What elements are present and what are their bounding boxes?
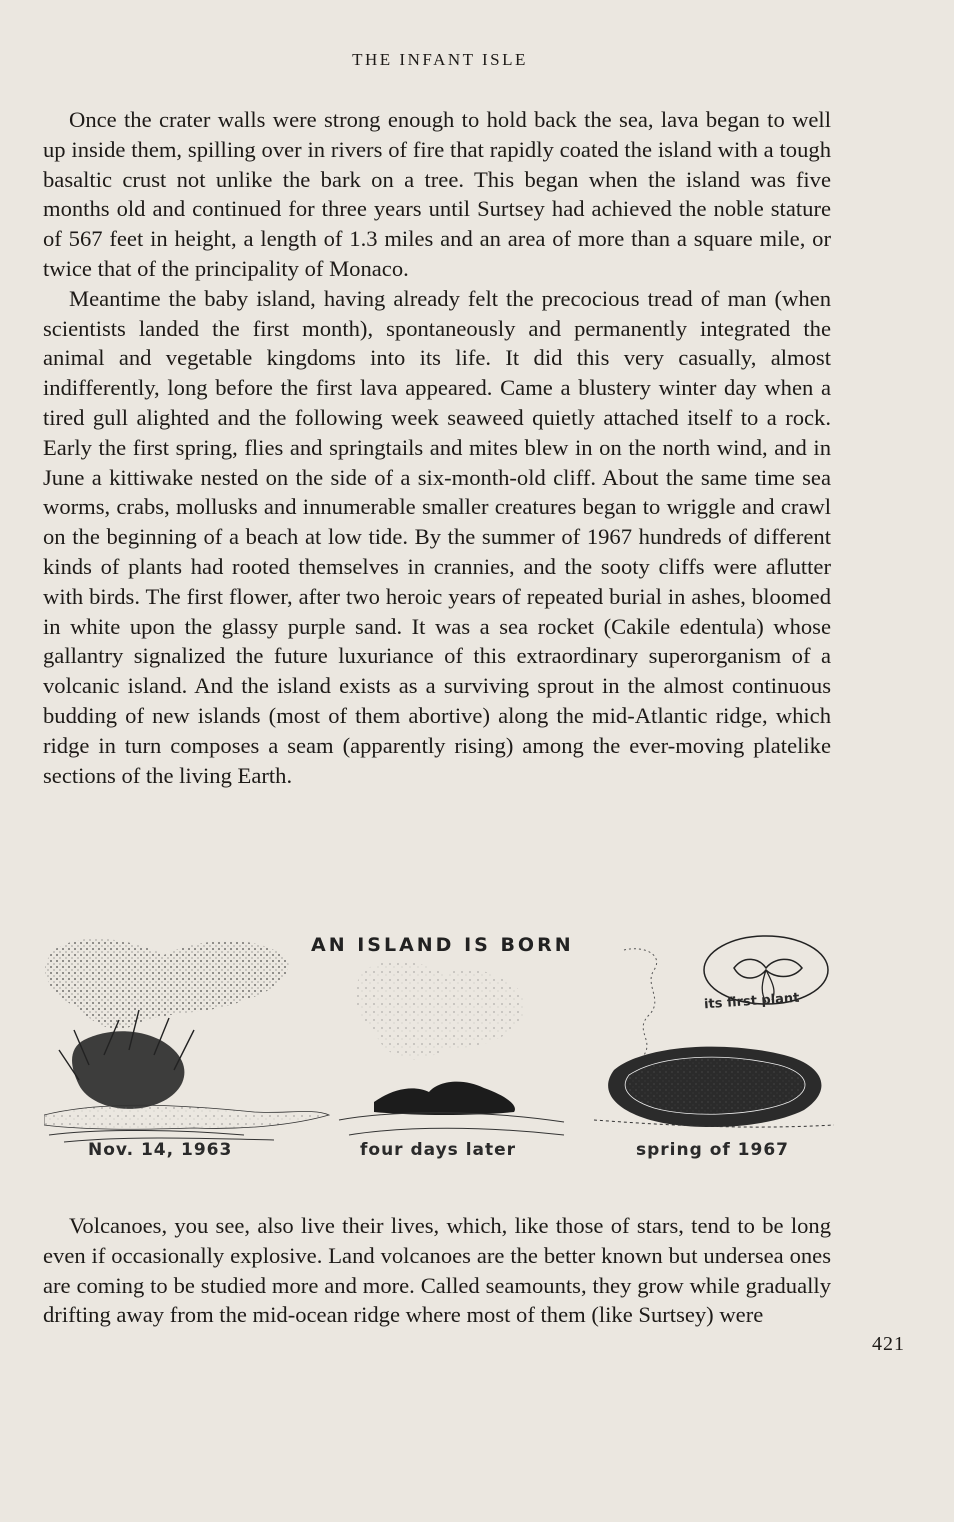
figure-caption: Nov. 14, 1963 [88,1140,233,1160]
running-head: THE INFANT ISLE [352,50,528,69]
paragraph: Volcanoes, you see, also live their lives, which, like those of stars, tend to be long even if occasionally explosive. Land volcanoes are the better known but undersea ones are coming to be studied more and more. Called seamounts, they grow while gradually drifting away from the mid-ocean ridge where most of them (like Surtsey) were [43,1213,831,1328]
new-island-sketch [339,961,564,1135]
paragraph: Once the crater walls were strong enough to hold back the sea, lava began to well up inside them, spilling over in rivers of fire that rapidly coated the island with a tough basaltic crust not unlike the bark on a tree. This began when the island was five months old and continued for three years until Surtsey had achieved the noble stature of 567 feet in height, a length of 1.3 miles and an area of more than a square mile, or twice that of the principality of Monaco. [43,107,831,281]
sketch-drawing [44,930,836,1170]
figure-title: AN ISLAND IS BORN [311,934,574,956]
page-number: 421 [872,1333,905,1355]
first-plant-label: its first plant [703,990,800,1013]
illustration-an-island-is-born [44,930,836,1170]
figure-caption: four days later [360,1140,517,1160]
body-text-bottom [43,1211,831,1330]
grown-island-sketch [594,936,834,1127]
body-text-top [43,105,831,790]
paragraph: Meantime the baby island, having already felt the precocious tread of man (when scientists landed the first month), spontaneously and permanently integrated the animal and vegetable kingdoms into its life. It did this very casually, almost indifferently, long before the first lava appeared. Came a blustery winter day when a tired gull alighted and the following week seaweed quietly attached itself to a rock. Early the first spring, flies and springtails and mites blew in on the north wind, and in June a kittiwake nested on the side of a six-month-old cliff. About the same time sea worms, crabs, mollusks and innumerable smaller creatures began to wriggle and crawl on the beginning of a beach at low tide. By the summer of 1967 hundreds of different kinds of plants had rooted themselves in crannies, and the sooty cliffs were aflutter with birds. The first flower, after two heroic years of repeated burial in ashes, bloomed in white upon the glassy purple sand. It was a sea rocket (Cakile edentula) whose gallantry signalized the future luxuriance of this extraordinary superorganism of a volcanic island. And the island exists as a surviving sprout in the almost continuous budding of new islands (most of them abortive) along the mid-Atlantic ridge, which ridge in turn composes a seam (apparently rising) among the ever-moving platelike sections of the living Earth. [43,285,831,788]
eruption-sketch [44,939,329,1142]
figure-caption: spring of 1967 [636,1140,789,1160]
